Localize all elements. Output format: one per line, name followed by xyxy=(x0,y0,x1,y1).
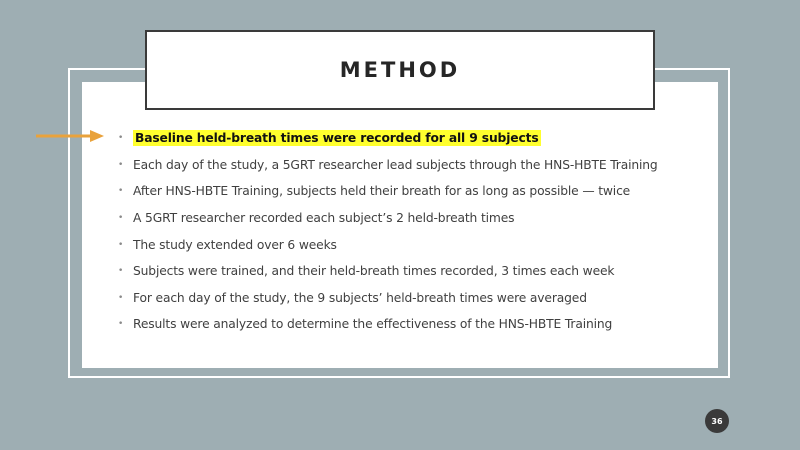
bullet-item xyxy=(118,231,658,258)
bullet-item xyxy=(118,311,658,338)
bullet-dot: • xyxy=(118,266,124,277)
bullet-item-highlighted xyxy=(118,125,658,152)
bullet-dot: • xyxy=(118,159,124,170)
page-number-badge xyxy=(705,409,729,433)
bullet-dot: • xyxy=(118,186,124,197)
bullet-item xyxy=(118,258,658,285)
bullet-text: The study extended over 6 weeks xyxy=(133,237,337,252)
bullet-text-highlighted: Baseline held-breath times were recorded for all 9 subjects xyxy=(135,131,539,146)
bullet-dot: • xyxy=(118,239,124,250)
bullet-text: Subjects were trained, and their held-breath times recorded, 3 times each week xyxy=(133,264,615,279)
bullet-text: For each day of the study, the 9 subjects’ held-breath times were averaged xyxy=(133,290,587,305)
bullet-dot: • xyxy=(118,292,124,303)
bullet-dot: • xyxy=(118,213,124,224)
page-number: 36 xyxy=(711,416,723,426)
bullet-item xyxy=(118,285,658,312)
bullet-item xyxy=(118,205,658,232)
slide-title: METHOD xyxy=(339,58,461,82)
title-box xyxy=(145,30,655,110)
bullet-dot: • xyxy=(118,133,124,144)
bullet-text: After HNS-HBTE Training, subjects held their breath for as long as possible — twice xyxy=(133,184,631,199)
bullet-item xyxy=(118,178,658,205)
arrow-right-icon xyxy=(36,129,106,143)
bullet-list xyxy=(118,125,658,338)
bullet-dot: • xyxy=(118,319,124,330)
bullet-item xyxy=(118,152,658,179)
bullet-text: A 5GRT researcher recorded each subject’s 2 held-breath times xyxy=(133,211,515,226)
bullet-text: Results were analyzed to determine the effectiveness of the HNS-HBTE Training xyxy=(133,317,613,332)
bullet-text: Each day of the study, a 5GRT researcher lead subjects through the HNS-HBTE Training xyxy=(133,157,658,172)
